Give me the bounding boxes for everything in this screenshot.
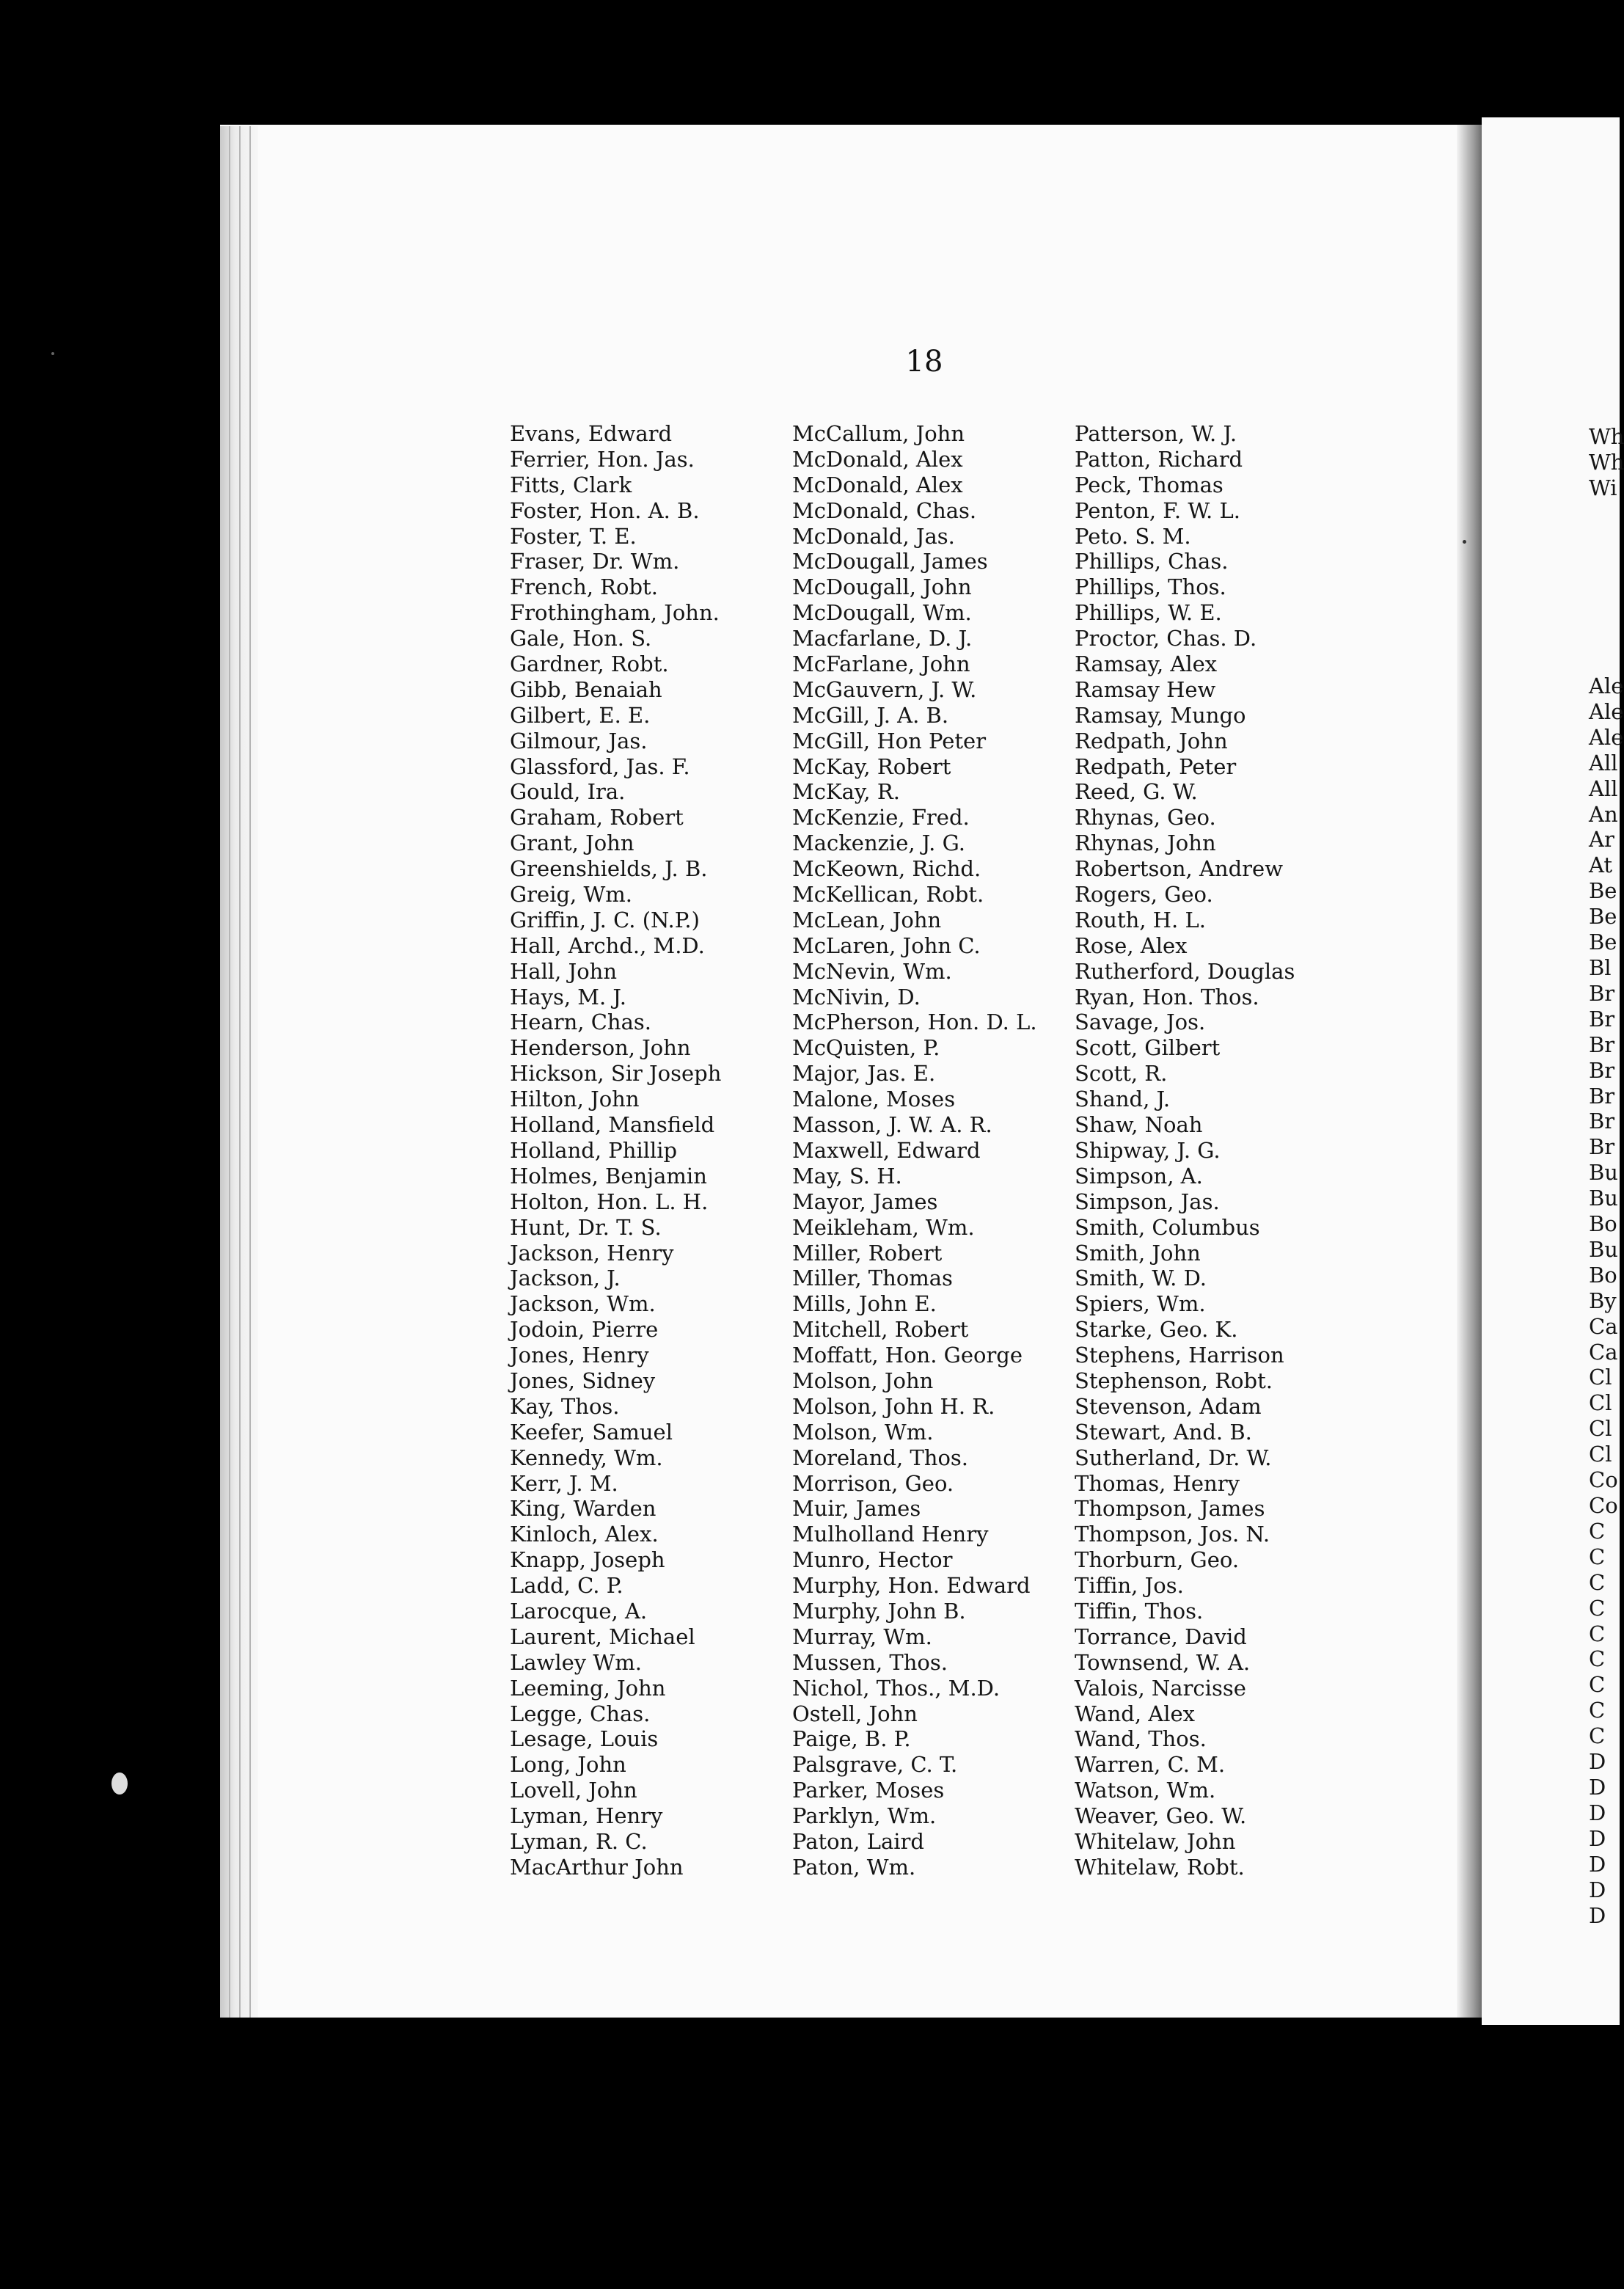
name-entry: McDonald, Alex [792,446,963,472]
facing-page-fragment: Ale [1589,724,1624,750]
name-entry: Scott, Gilbert [1075,1035,1221,1061]
name-entry: Torrance, David [1075,1624,1247,1649]
name-entry: Savage, Jos. [1075,1010,1206,1035]
name-entry: Rhynas, John [1075,830,1216,856]
name-entry: McDonald, Jas. [792,523,955,549]
name-entry: Smith, W. D. [1075,1266,1207,1291]
name-entry: McKay, R. [792,779,900,805]
facing-page-fragment: Br [1589,1109,1615,1134]
name-entry: Kay, Thos. [510,1393,620,1419]
name-entry: Routh, H. L. [1075,907,1206,932]
name-entry: Rose, Alex [1075,932,1188,958]
name-entry: Phillips, Thos. [1075,574,1226,600]
name-entry: Townsend, W. A. [1075,1649,1251,1675]
name-entry: Sutherland, Dr. W. [1075,1445,1272,1470]
name-column-3 [1075,421,1295,1880]
name-entry: Mulholland Henry [792,1522,989,1547]
name-entry: Jones, Henry [510,1343,649,1368]
name-entry: Thorburn, Geo. [1075,1547,1240,1573]
name-entry: Gardner, Robt. [510,651,669,677]
facing-page-fragment: D [1589,1825,1606,1851]
name-entry: Leeming, John [510,1675,666,1701]
name-entry: Redpath, John [1075,728,1228,753]
name-entry: Lyman, Henry [510,1803,663,1829]
name-entry: Stephenson, Robt. [1075,1368,1273,1393]
name-entry: Murphy, John B. [792,1598,966,1624]
facing-page-fragment: Cl [1589,1390,1612,1416]
gutter-line [239,126,241,2018]
name-entry: Whitelaw, John [1075,1828,1236,1854]
page-number: 18 [905,345,943,379]
name-entry: Muir, James [792,1496,921,1522]
name-entry: Nichol, Thos., M.D. [792,1675,1001,1701]
name-entry: Rhynas, Geo. [1075,805,1216,830]
name-entry: McDougall, Wm. [792,600,972,626]
name-entry: Stephens, Harrison [1075,1343,1284,1368]
name-entry: Holland, Mansfield [510,1112,715,1138]
name-entry: McQuisten, P. [792,1035,940,1061]
facing-page-fragment: Br [1589,1057,1615,1083]
name-entry: McDonald, Alex [792,472,963,497]
name-entry: Major, Jas. E. [792,1061,936,1087]
name-entry: Legge, Chas. [510,1701,651,1726]
facing-page-fragment: C [1589,1544,1606,1569]
facing-page-fragment: C [1589,1621,1606,1646]
facing-page-fragment: Bo [1589,1211,1617,1237]
facing-page-fragment: Br [1589,980,1615,1006]
facing-page-fragment: C [1589,1646,1606,1672]
facing-page-fragment: Br [1589,1134,1615,1160]
name-entry: McLean, John [792,907,942,932]
name-entry: Ryan, Hon. Thos. [1075,984,1259,1010]
name-entry: Warren, C. M. [1075,1752,1226,1778]
facing-page-fragment: C [1589,1518,1606,1544]
name-entry: Hunt, Dr. T. S. [510,1214,662,1240]
name-entry: Miller, Robert [792,1240,943,1266]
name-entry: Moffatt, Hon. George [792,1343,1023,1368]
name-entry: Phillips, Chas. [1075,549,1229,574]
facing-page-fragment: C [1589,1569,1606,1595]
gutter-line [249,126,251,2018]
name-entry: Parker, Moses [792,1778,945,1803]
name-entry: Parklyn, Wm. [792,1803,937,1829]
facing-page-fragment: Cl [1589,1442,1612,1467]
facing-page-fragment: An [1589,801,1618,827]
name-entry: Murray, Wm. [792,1624,932,1649]
name-entry: Foster, T. E. [510,523,637,549]
name-entry: Mitchell, Robert [792,1317,969,1343]
name-entry: Gibb, Benaiah [510,676,662,702]
name-entry: Foster, Hon. A. B. [510,497,700,523]
facing-page-fragment: Ar [1589,827,1614,853]
name-entry: Thomas, Henry [1075,1470,1240,1496]
name-entry: Jackson, Wm. [510,1291,656,1317]
name-entry: Paton, Wm. [792,1854,916,1880]
name-entry: Phillips, W. E. [1075,600,1222,626]
name-entry: Molson, John H. R. [792,1393,995,1419]
name-entry: McGill, J. A. B. [792,702,949,728]
name-entry: Greig, Wm. [510,882,632,908]
name-entry: Starke, Geo. K. [1075,1317,1238,1343]
name-entry: Holland, Phillip [510,1137,678,1163]
name-entry: Gale, Hon. S. [510,626,652,651]
name-entry: Grant, John [510,830,634,856]
facing-page-fragment: Wi [1589,475,1617,500]
name-entry: Moreland, Thos. [792,1445,969,1470]
name-entry: Jackson, Henry [510,1240,674,1266]
facing-page-fragment: Be [1589,878,1617,904]
facing-page-fragment: By [1589,1288,1617,1313]
name-entry: Spiers, Wm. [1075,1291,1206,1317]
name-entry: Valois, Narcisse [1075,1675,1246,1701]
facing-page-fragment: Wh [1589,424,1624,449]
name-entry: Lawley Wm. [510,1649,642,1675]
name-entry: McKay, Robert [792,753,951,779]
name-entry: Keefer, Samuel [510,1419,673,1445]
name-entry: Hickson, Sir Joseph [510,1061,722,1087]
name-entry: Wand, Alex [1075,1701,1195,1726]
name-entry: Glassford, Jas. F. [510,753,690,779]
facing-page-fragment: Br [1589,1006,1615,1032]
name-entry: Rogers, Geo. [1075,882,1213,908]
name-entry: May, S. H. [792,1163,902,1189]
name-entry: Paton, Laird [792,1828,924,1854]
name-entry: Mackenzie, J. G. [792,830,965,856]
name-entry: Peck, Thomas [1075,472,1224,497]
facing-page-fragment: Ca [1589,1313,1618,1339]
name-entry: Proctor, Chas. D. [1075,626,1257,651]
name-entry: McLaren, John C. [792,932,981,958]
name-entry: Thompson, James [1075,1496,1265,1522]
name-entry: Fraser, Dr. Wm. [510,549,680,574]
name-entry: King, Warden [510,1496,656,1522]
name-entry: Long, John [510,1752,626,1778]
facing-page-fragment: Br [1589,1083,1615,1109]
facing-page-fragment: C [1589,1723,1606,1749]
name-entry: McKenzie, Fred. [792,805,970,830]
name-entry: Graham, Robert [510,805,684,830]
name-entry: Fitts, Clark [510,472,632,497]
name-entry: Thompson, Jos. N. [1075,1522,1270,1547]
facing-page-fragment: Co [1589,1467,1618,1493]
name-entry: Mills, John E. [792,1291,937,1317]
name-entry: Smith, Columbus [1075,1214,1260,1240]
name-entry: Penton, F. W. L. [1075,497,1240,523]
name-entry: McDonald, Chas. [792,497,977,523]
name-entry: McKellican, Robt. [792,882,984,908]
facing-page-fragment: Wh [1589,449,1624,475]
name-entry: Hays, M. J. [510,984,627,1010]
name-entry: Stewart, And. B. [1075,1419,1252,1445]
facing-page-fragment: All [1589,750,1618,775]
name-entry: Ramsay, Mungo [1075,702,1246,728]
name-entry: McDougall, James [792,549,988,574]
name-column-2 [792,421,1037,1880]
facing-page-fragment: Ca [1589,1339,1618,1365]
name-entry: Robertson, Andrew [1075,856,1284,882]
facing-page-fragment-column-lower [1589,673,1623,1928]
page-edge-shadow [1457,125,1482,2018]
name-entry: McGauvern, J. W. [792,676,977,702]
name-entry: McFarlane, John [792,651,970,677]
name-entry: Kerr, J. M. [510,1470,618,1496]
facing-page-fragment: Cl [1589,1365,1612,1390]
name-entry: Molson, Wm. [792,1419,934,1445]
facing-page-fragment-column-top [1589,424,1624,501]
name-entry: Ferrier, Hon. Jas. [510,446,695,472]
name-entry: Jackson, J. [510,1266,621,1291]
facing-page-fragment: Bl [1589,954,1612,980]
facing-page-fragment: Be [1589,904,1617,930]
name-entry: Shaw, Noah [1075,1112,1203,1138]
name-entry: McDougall, John [792,574,972,600]
name-entry: Gilmour, Jas. [510,728,648,753]
name-entry: Patton, Richard [1075,446,1243,472]
name-entry: Wand, Thos. [1075,1726,1207,1752]
facing-page-fragment: C [1589,1698,1606,1723]
name-entry: Murphy, Hon. Edward [792,1573,1031,1599]
name-entry: Paige, B. P. [792,1726,911,1752]
name-entry: Maxwell, Edward [792,1137,981,1163]
name-entry: Hearn, Chas. [510,1010,651,1035]
name-entry: Simpson, Jas. [1075,1189,1220,1214]
facing-page-fragment: All [1589,775,1618,801]
name-entry: Simpson, A. [1075,1163,1203,1189]
name-entry: Watson, Wm. [1075,1778,1216,1803]
name-entry: Hall, John [510,958,618,984]
name-entry: Gould, Ira. [510,779,626,805]
name-entry: Lyman, R. C. [510,1828,648,1854]
name-entry: Peto. S. M. [1075,523,1191,549]
name-entry: Gilbert, E. E. [510,702,651,728]
name-entry: Macfarlane, D. J. [792,626,973,651]
name-entry: Ramsay, Alex [1075,651,1218,677]
gutter-line [229,126,230,2018]
facing-page-fragment: Bu [1589,1236,1618,1262]
name-entry: Redpath, Peter [1075,753,1237,779]
name-entry: Tiffin, Thos. [1075,1598,1204,1624]
name-entry: Knapp, Joseph [510,1547,665,1573]
facing-page-fragment: Cl [1589,1416,1612,1442]
facing-page-fragment: At [1589,853,1613,878]
name-entry: Molson, John [792,1368,934,1393]
name-entry: Jodoin, Pierre [510,1317,659,1343]
name-entry: French, Robt. [510,574,658,600]
name-entry: Shand, J. [1075,1087,1171,1112]
name-entry: McNivin, D. [792,984,921,1010]
name-entry: Tiffin, Jos. [1075,1573,1184,1599]
name-entry: McNevin, Wm. [792,958,952,984]
name-entry: McGill, Hon Peter [792,728,987,753]
name-entry: Masson, J. W. A. R. [792,1112,992,1138]
name-entry: Rutherford, Douglas [1075,958,1295,984]
name-entry: Reed, G. W. [1075,779,1198,805]
name-entry: Lesage, Louis [510,1726,659,1752]
name-entry: Hilton, John [510,1087,640,1112]
facing-page-fragment: D [1589,1902,1606,1928]
name-entry: Kennedy, Wm. [510,1445,663,1470]
name-entry: Smith, John [1075,1240,1201,1266]
name-entry: Mayor, James [792,1189,938,1214]
name-entry: Meikleham, Wm. [792,1214,975,1240]
name-entry: Morrison, Geo. [792,1470,954,1496]
facing-page-fragment: Be [1589,930,1617,955]
name-entry: Jones, Sidney [510,1368,656,1393]
name-entry: Evans, Edward [510,421,673,446]
name-entry: Palsgrave, C. T. [792,1752,958,1778]
name-column-1 [510,421,721,1880]
name-entry: Weaver, Geo. W. [1075,1803,1247,1829]
facing-page-fragment: D [1589,1851,1606,1877]
name-entry: Mussen, Thos. [792,1649,948,1675]
name-entry: McCallum, John [792,421,965,446]
facing-page-fragment: Ale [1589,698,1624,724]
name-entry: MacArthur John [510,1854,684,1880]
facing-page-fragment: D [1589,1800,1606,1825]
name-entry: Holton, Hon. L. H. [510,1189,709,1214]
name-entry: Laurent, Michael [510,1624,695,1649]
name-entry: Shipway, J. G. [1075,1137,1221,1163]
facing-page-fragment: D [1589,1877,1606,1902]
facing-page-fragment: Bo [1589,1262,1617,1288]
name-entry: Larocque, A. [510,1598,648,1624]
name-entry: Kinloch, Alex. [510,1522,659,1547]
name-entry: Henderson, John [510,1035,691,1061]
paper-speck [51,352,54,355]
name-entry: Hall, Archd., M.D. [510,932,705,958]
name-entry: Whitelaw, Robt. [1075,1854,1245,1880]
name-entry: Patterson, W. J. [1075,421,1237,446]
name-entry: Griffin, J. C. (N.P.) [510,907,700,932]
facing-page-fragment: C [1589,1595,1606,1621]
name-entry: McKeown, Richd. [792,856,981,882]
name-entry: McPherson, Hon. D. L. [792,1010,1037,1035]
name-entry: Munro, Hector [792,1547,953,1573]
name-entry: Scott, R. [1075,1061,1168,1087]
paper-speck [111,1773,128,1795]
facing-page-fragment: Co [1589,1493,1618,1518]
name-entry: Malone, Moses [792,1087,956,1112]
facing-page-fragment: D [1589,1774,1606,1800]
name-entry: Miller, Thomas [792,1266,953,1291]
facing-page-fragment: C [1589,1672,1606,1698]
name-entry: Ladd, C. P. [510,1573,623,1599]
name-entry: Ramsay Hew [1075,676,1216,702]
name-entry: Lovell, John [510,1778,637,1803]
facing-page-fragment: Bu [1589,1160,1618,1186]
name-entry: Stevenson, Adam [1075,1393,1262,1419]
name-entry: Frothingham, John. [510,600,720,626]
name-entry: Ostell, John [792,1701,918,1726]
paper-speck [1463,540,1466,544]
facing-page-fragment: Bu [1589,1186,1618,1211]
name-entry: Greenshields, J. B. [510,856,708,882]
facing-page-fragment: Br [1589,1032,1615,1057]
facing-page-fragment: Ale [1589,673,1624,698]
name-entry: Holmes, Benjamin [510,1163,707,1189]
facing-page-fragment: D [1589,1749,1606,1775]
